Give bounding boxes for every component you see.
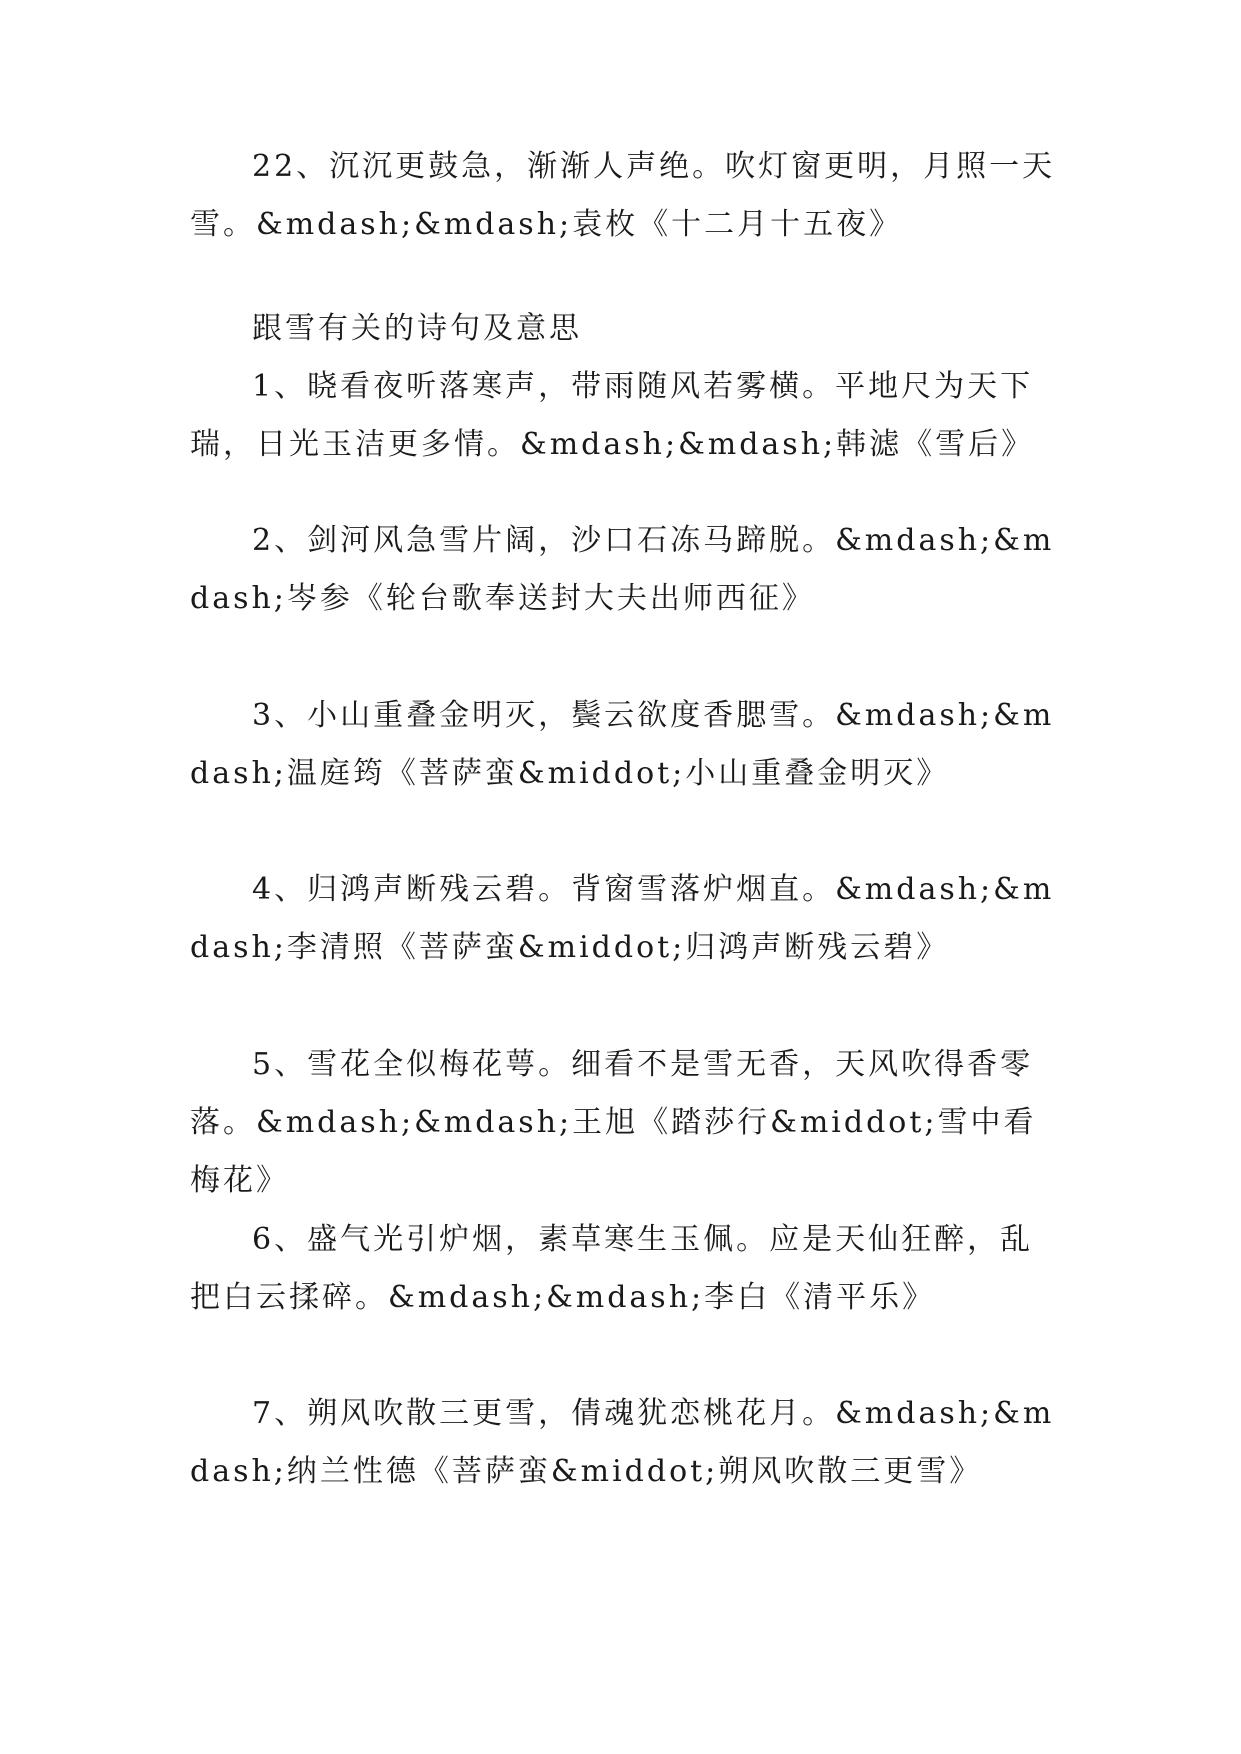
poem-item-7: 7、朔风吹散三更雪，倩魂犹恋桃花月。&mdash;&mdash;纳兰性德《菩萨蛮&middot;朔风吹散三更雪》 [190,1396,1055,1489]
poem-item-3: 3、小山重叠金明灭，鬓云欲度香腮雪。&mdash;&mdash;温庭筠《菩萨蛮&middot;小山重叠金明灭》 [190,698,1055,791]
poem-item-6: 6、盛气光引炉烟，素草寒生玉佩。应是天仙狂醉，乱把白云揉碎。&mdash;&mdash;李白《清平乐》 [190,1222,1034,1315]
intro-poem-paragraph: 22、沉沉更鼓急，渐渐人声绝。吹灯窗更明，月照一天雪。&mdash;&mdash;袁枚《十二月十五夜》 [190,149,1056,242]
section-heading: 跟雪有关的诗句及意思 [252,311,582,346]
poem-item-4: 4、归鸿声断残云碧。背窗雪落炉烟直。&mdash;&mdash;李清照《菩萨蛮&middot;归鸿声断残云碧》 [190,872,1055,965]
poem-item-2: 2、剑河风急雪片阔，沙口石冻马蹄脱。&mdash;&mdash;岑参《轮台歌奉送封大夫出师西征》 [190,523,1055,616]
poem-item-5: 5、雪花全似梅花萼。细看不是雪无香，天风吹得香零落。&mdash;&mdash;王旭《踏莎行&middot;雪中看梅花》 [190,1047,1037,1198]
poem-item-1: 1、晓看夜听落寒声，带雨随风若雾横。平地尺为天下瑞，日光玉洁更多情。&mdash;&mdash;韩滤《雪后》 [190,369,1035,462]
